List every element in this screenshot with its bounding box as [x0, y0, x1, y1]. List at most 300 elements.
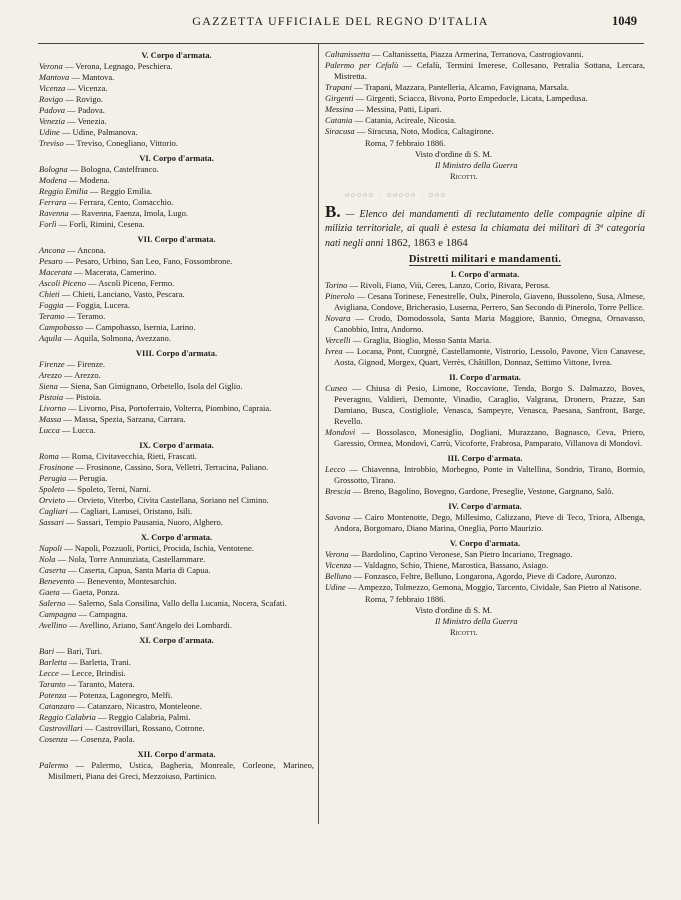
- dash-separator: —: [350, 486, 364, 496]
- district-name: Caserta: [39, 565, 66, 575]
- mandamenti-list: Bardolino, Caprino Veronese, San Pietro Incariano, Tregnago.: [361, 549, 573, 559]
- closing-block-1: [325, 138, 645, 182]
- district-entry: [39, 175, 314, 186]
- mandamenti-list: Verona, Legnago, Peschiera.: [75, 61, 173, 71]
- district-name: Macerata: [39, 267, 73, 277]
- corps-heading: VI. Corpo d'armata.: [139, 153, 214, 163]
- mandamenti-list: Trapani, Mazzara, Pantelleria, Alcamo, Favignana, Marsala.: [364, 82, 569, 92]
- district-entry: [39, 517, 314, 528]
- district-entry: [39, 451, 314, 462]
- district-entry: [325, 427, 645, 449]
- dash-separator: —: [66, 620, 80, 630]
- mandamenti-list: Ampezzo, Tolmezzo, Gemona, Moggio, Tarcento, Cividale, San Pietro al Natisone.: [358, 582, 642, 592]
- dash-separator: —: [58, 668, 72, 678]
- district-name: Vercelli: [325, 335, 351, 345]
- district-name: Ivrea: [325, 346, 343, 356]
- dash-separator: —: [66, 657, 80, 667]
- dash-separator: —: [67, 164, 81, 174]
- district-entry: [39, 587, 314, 598]
- district-name: Palermo: [39, 760, 69, 770]
- district-entry: [325, 313, 645, 335]
- dash-separator: —: [64, 116, 78, 126]
- dash-separator: —: [64, 311, 78, 321]
- district-entry: [39, 620, 314, 631]
- mandamenti-list: Udine, Palmanova.: [72, 127, 138, 137]
- mandamenti-list: Siena, San Gimignano, Orbetello, Isola del Giglio.: [70, 381, 243, 391]
- district-entry: [39, 311, 314, 322]
- mandamenti-list: Orvieto, Viterbo, Civita Castellana, Soriano nel Cimino.: [77, 495, 269, 505]
- district-name: Lecce: [39, 668, 59, 678]
- dash-separator: —: [61, 333, 74, 343]
- dash-separator: —: [62, 543, 75, 553]
- district-entry: [39, 208, 314, 219]
- district-name: Potenza: [39, 690, 67, 700]
- dash-separator: —: [62, 256, 76, 266]
- districts-title: [325, 254, 645, 265]
- district-entry: [39, 164, 314, 175]
- corps-heading: I. Corpo d'armata.: [450, 269, 520, 279]
- district-name: Spoleto: [39, 484, 65, 494]
- closing-date: Roma, 7 febbraio 1886.: [365, 138, 446, 148]
- district-entry: [39, 300, 314, 311]
- mandamenti-list: Massa, Spezia, Sarzana, Carrara.: [73, 414, 186, 424]
- district-name: Benevento: [39, 576, 75, 586]
- district-name: Pesaro: [39, 256, 63, 266]
- mandamenti-list: Breno, Bagolino, Bovegno, Gardone, Preseglie, Vestone, Gargnano, Salò.: [363, 486, 614, 496]
- dash-separator: —: [353, 104, 367, 114]
- district-name: Treviso: [39, 138, 64, 148]
- dash-separator: —: [63, 300, 77, 310]
- district-entry: [39, 760, 314, 782]
- mandamenti-list: Ascoli Piceno, Fermo.: [98, 278, 175, 288]
- dash-separator: —: [64, 359, 78, 369]
- dash-separator: —: [398, 60, 417, 70]
- district-entry: [39, 657, 314, 668]
- dash-separator: —: [63, 138, 77, 148]
- district-entry: [39, 186, 314, 197]
- mandamenti-list: Cosenza, Paola.: [80, 734, 135, 744]
- district-name: Modena: [39, 175, 67, 185]
- district-entry: [325, 560, 645, 571]
- district-name: Cosenza: [39, 734, 68, 744]
- district-name: Sassari: [39, 517, 65, 527]
- district-entry: [39, 105, 314, 116]
- districts-title-text: Distretti militari e mandamenti.: [408, 254, 562, 265]
- district-name: Novara: [325, 313, 351, 323]
- left-column: [39, 49, 314, 782]
- mandamenti-list: Lecce, Brindisi.: [71, 668, 126, 678]
- dash-separator: —: [59, 289, 73, 299]
- district-entry: [325, 582, 645, 593]
- mandamenti-list: Roma, Civitavecchia, Rieti, Frascati.: [71, 451, 197, 461]
- closing-signature-2: Ricotti.: [450, 627, 478, 637]
- district-name: Verona: [325, 549, 349, 559]
- mandamenti-list: Graglia, Bioglio, Mosso Santa Maria.: [363, 335, 492, 345]
- dash-separator: —: [66, 473, 80, 483]
- district-entry: [39, 462, 314, 473]
- mandamenti-list: Gaeta, Ponza.: [72, 587, 120, 597]
- mandamenti-list: Ancona.: [77, 245, 106, 255]
- district-entry: [39, 392, 314, 403]
- dash-separator: —: [62, 61, 76, 71]
- mandamenti-list: Palermo, Ustica, Bagheria, Monreale, Corleone, Marineo, Misilmeri, Piana dei Greci, Mezzoiuso, Partinico.: [48, 760, 314, 781]
- district-entry: [325, 291, 645, 313]
- district-name: Barletta: [39, 657, 67, 667]
- mandamenti-list: Bossolasco, Monesiglio, Dogliani, Murazzano, Bagnasco, Ceva, Priero, Garessio, Ormea, Mondovì, Carrù, Vicoforte, Frabrosa, Pamparato, Villanova di Mondovì.: [334, 427, 646, 448]
- dash-separator: —: [65, 679, 79, 689]
- dash-separator: —: [351, 571, 365, 581]
- district-name: Pinerolo: [325, 291, 355, 301]
- corps-heading: XI. Corpo d'armata.: [139, 635, 214, 645]
- dash-separator: —: [65, 83, 78, 93]
- district-name: Savona: [325, 512, 351, 522]
- district-entry: [39, 598, 314, 609]
- mandamenti-list: Padova.: [77, 105, 105, 115]
- dash-separator: —: [348, 549, 362, 559]
- district-entry: [39, 701, 314, 712]
- section-b-heading: [325, 202, 645, 251]
- district-name: Bologna: [39, 164, 68, 174]
- mandamenti-list: Siracusa, Noto, Modica, Caltagirone.: [367, 126, 494, 136]
- district-entry: [39, 679, 314, 690]
- dash-separator: —: [347, 280, 361, 290]
- mandamenti-list: Bologna, Castelfranco.: [80, 164, 159, 174]
- mandamenti-list: Treviso, Conegliano, Vittorio.: [76, 138, 179, 148]
- district-name: Udine: [325, 582, 346, 592]
- district-name: Girgenti: [325, 93, 354, 103]
- mandamenti-list: Messina, Patti, Lipari.: [366, 104, 442, 114]
- dash-separator: —: [64, 484, 78, 494]
- dash-separator: —: [67, 734, 81, 744]
- district-name: Roma: [39, 451, 59, 461]
- district-name: Massa: [39, 414, 62, 424]
- mandamenti-list: Cagliari, Lanusei, Oristano, Isili.: [80, 506, 193, 516]
- dash-separator: —: [95, 712, 109, 722]
- mandamenti-list: Spoleto, Terni, Narni.: [77, 484, 151, 494]
- district-entry: [39, 734, 314, 745]
- mandamenti-list: Castrovillari, Rossano, Cotrone.: [95, 723, 205, 733]
- district-entry: [39, 495, 314, 506]
- mandamenti-list: Ravenna, Faenza, Imola, Lugo.: [81, 208, 188, 218]
- district-name: Ancona: [39, 245, 65, 255]
- closing-signature: Ricotti.: [450, 171, 478, 181]
- dash-separator: —: [76, 609, 90, 619]
- district-entry: [39, 116, 314, 127]
- district-entry: [39, 322, 314, 333]
- district-name: Livorno: [39, 403, 66, 413]
- district-entry: [325, 115, 645, 126]
- mandamenti-list: Chiusa di Pesio, Limone, Roccavione, Tenda, Borgo S. Dalmazzo, Boves, Peveragno, Valdieri, Demonte, Vinadio, Caraglio, Valgrana, Dronero, Prazze, San Damiano, Busca, Costigliole, Venasca, Sampeyre, Venasca, Paesana, Sanfront, Barge, Revello.: [334, 383, 645, 426]
- closing-date-2: Roma, 7 febbraio 1886.: [365, 594, 446, 604]
- district-entry: [39, 414, 314, 425]
- district-name: Avellino: [39, 620, 67, 630]
- dash-separator: —: [350, 335, 364, 345]
- dash-separator: —: [57, 381, 71, 391]
- mandamenti-list: Ferrara, Cento, Comacchio.: [79, 197, 174, 207]
- dash-separator: —: [73, 462, 87, 472]
- alpine-districts-list: [325, 268, 645, 593]
- corps-heading: X. Corpo d'armata.: [140, 532, 213, 542]
- district-name: Arezzo: [39, 370, 62, 380]
- corps-heading: IV. Corpo d'armata.: [448, 501, 522, 511]
- mandamenti-list: Locana, Pont, Cuorgnè, Castellamonte, Vistrorio, Lessolo, Pavone, Vico Canavese, Aosta, Gignod, Morgex, Quart, Verrès, Châtillon, Donnaz, Settimo Vittone, Ivrea.: [334, 346, 646, 367]
- district-name: Lecco: [325, 464, 346, 474]
- district-name: Perugia: [39, 473, 67, 483]
- dash-separator: —: [74, 701, 88, 711]
- mandamenti-list: Teramo.: [77, 311, 106, 321]
- corps-heading: VII. Corpo d'armata.: [137, 234, 216, 244]
- mandamenti-list: Potenza, Lagonegro, Melfi.: [79, 690, 173, 700]
- dash-separator: —: [68, 760, 92, 770]
- district-entry: [39, 723, 314, 734]
- district-entry: [39, 690, 314, 701]
- mandamenti-list: Cefalù, Termini Imerese, Collesano, Petralia Sottana, Lercara, Mistretta.: [334, 60, 645, 81]
- dash-separator: —: [82, 322, 96, 332]
- header-rule: [38, 43, 644, 44]
- mandamenti-list: Venezia.: [77, 116, 107, 126]
- mandamenti-list: Catanzaro, Nicastro, Monteleone.: [87, 701, 202, 711]
- district-name: Teramo: [39, 311, 65, 321]
- dash-separator: —: [59, 425, 73, 435]
- mandamenti-list: Napoli, Pozzuoli, Portici, Procida, Ischia, Ventotene.: [74, 543, 254, 553]
- dash-separator: —: [68, 208, 82, 218]
- mandamenti-list: Campobasso, Isernia, Larino.: [95, 322, 196, 332]
- mandamenti-list: Firenze.: [77, 359, 106, 369]
- district-name: Ferrara: [39, 197, 67, 207]
- closing-minister-2: Il Ministro della Guerra: [435, 616, 518, 626]
- district-name: Rovigo: [39, 94, 64, 104]
- dash-separator: —: [64, 495, 78, 505]
- dash-separator: —: [55, 554, 69, 564]
- district-name: Ascoli Piceno: [39, 278, 86, 288]
- dash-separator: —: [67, 506, 81, 516]
- dash-separator: —: [85, 278, 99, 288]
- mandamenti-list: Forlì, Rimini, Cesena.: [69, 219, 145, 229]
- corps-heading: II. Corpo d'armata.: [449, 372, 521, 382]
- dash-separator: —: [65, 403, 79, 413]
- district-name: Reggio Emilia: [39, 186, 88, 196]
- dash-separator: —: [59, 127, 73, 137]
- mandamenti-list: Reggio Calabria, Palmi.: [108, 712, 191, 722]
- district-name: Cuneo: [325, 383, 348, 393]
- dash-separator: —: [350, 313, 369, 323]
- mandamenti-list: Lucca.: [72, 425, 96, 435]
- district-name: Firenze: [39, 359, 65, 369]
- district-name: Mondovì: [325, 427, 356, 437]
- dash-separator: —: [64, 105, 78, 115]
- district-name: Bari: [39, 646, 55, 656]
- district-name: Nola: [39, 554, 56, 564]
- mandamenti-list: Macerata, Camerino.: [84, 267, 157, 277]
- corps-heading: V. Corpo d'armata.: [141, 50, 212, 60]
- district-name: Siena: [39, 381, 58, 391]
- district-name: Orvieto: [39, 495, 65, 505]
- mandamenti-list: Nola, Torre Annunziata, Castellammare.: [68, 554, 206, 564]
- dash-separator: —: [369, 49, 383, 59]
- dash-separator: —: [56, 219, 70, 229]
- mandamenti-list: Perugia.: [79, 473, 108, 483]
- district-entry: [39, 668, 314, 679]
- district-name: Salerno: [39, 598, 66, 608]
- district-entry: [39, 506, 314, 517]
- district-entry: [325, 512, 645, 534]
- mandamenti-list: Foggia, Lucera.: [76, 300, 130, 310]
- district-entry: [39, 333, 314, 344]
- district-entry: [39, 61, 314, 72]
- dash-separator: —: [347, 383, 367, 393]
- sicily-list: [325, 49, 645, 137]
- district-name: Pistoia: [39, 392, 64, 402]
- dash-separator: —: [54, 646, 67, 656]
- district-entry: [39, 554, 314, 565]
- dash-separator: —: [342, 346, 357, 356]
- district-entry: [39, 138, 314, 149]
- district-name: Taranto: [39, 679, 66, 689]
- district-name: Caltanissetta: [325, 49, 370, 59]
- district-name: Chieti: [39, 289, 60, 299]
- dash-separator: —: [352, 115, 366, 125]
- page-header: [0, 14, 681, 36]
- dash-separator: —: [351, 560, 364, 570]
- mandamenti-list: Caserta, Capua, Santa Maria di Capua.: [78, 565, 211, 575]
- district-name: Campagna: [39, 609, 77, 619]
- district-name: Belluno: [325, 571, 352, 581]
- district-entry: [39, 543, 314, 554]
- district-entry: [325, 549, 645, 560]
- district-name: Udine: [39, 127, 60, 137]
- district-entry: [325, 335, 645, 346]
- district-name: Vicenza: [39, 83, 66, 93]
- district-entry: [39, 425, 314, 436]
- district-name: Siracusa: [325, 126, 355, 136]
- mandamenti-list: Reggio Emilia.: [100, 186, 153, 196]
- district-name: Vicenza: [325, 560, 352, 570]
- mandamenti-list: Catania, Acireale, Nicosia.: [365, 115, 457, 125]
- dash-separator: —: [82, 723, 96, 733]
- mandamenti-list: Benevento, Montesarchio.: [87, 576, 177, 586]
- district-entry: [39, 403, 314, 414]
- dash-separator: —: [61, 370, 75, 380]
- mandamenti-list: Chieti, Lanciano, Vasto, Pescara.: [72, 289, 185, 299]
- mandamenti-list: Barletta, Trani.: [79, 657, 131, 667]
- district-name: Trapani: [325, 82, 352, 92]
- closing-minister: Il Ministro della Guerra: [435, 160, 518, 170]
- closing-visto: Visto d'ordine di S. M.: [415, 149, 493, 159]
- district-name: Aquila: [39, 333, 62, 343]
- corps-heading: XII. Corpo d'armata.: [137, 749, 216, 759]
- mandamenti-list: Rivoli, Fiano, Viù, Ceres, Lanzo, Corio, Rivara, Perosa.: [360, 280, 550, 290]
- dash-separator: —: [345, 582, 359, 592]
- district-name: Forlì: [39, 219, 57, 229]
- section-b-years: 1862, 1863 e 1864: [385, 237, 468, 249]
- mandamenti-list: Campagna.: [89, 609, 128, 619]
- mandamenti-list: Chiavenna, Introbbio, Morbegno, Ponte in Valtellina, Sondrio, Tirano, Bormio, Grossotto, Tirano.: [334, 464, 645, 485]
- district-name: Lucca: [39, 425, 60, 435]
- dash-separator: —: [63, 392, 76, 402]
- dash-separator: —: [59, 587, 73, 597]
- right-column: [325, 49, 645, 638]
- mandamenti-list: Caltanissetta, Piazza Armerina, Terranova, Castrogiovanni.: [382, 49, 584, 59]
- district-entry: [325, 571, 645, 582]
- district-entry: [39, 609, 314, 620]
- section-b-letter: B.: [325, 202, 341, 221]
- dash-separator: —: [345, 464, 362, 474]
- dash-separator: —: [351, 82, 365, 92]
- district-name: Ravenna: [39, 208, 69, 218]
- mandamenti-list: Cesana Torinese, Fenestrelle, Oulx, Pinerolo, Giaveno, Bussoleno, Susa, Almese, Avigliana, Condove, Bricherasio, Luserna, Perrero, San Secondo di Pinerolo, Torre Pellice.: [334, 291, 645, 312]
- column-divider: [318, 44, 319, 824]
- corps-heading: VIII. Corpo d'armata.: [135, 348, 218, 358]
- district-name: Torino: [325, 280, 348, 290]
- district-name: Mantova: [39, 72, 70, 82]
- district-name: Brescia: [325, 486, 351, 496]
- district-name: Venezia: [39, 116, 65, 126]
- district-entry: [325, 49, 645, 60]
- district-entry: [39, 245, 314, 256]
- district-name: Gaeta: [39, 587, 60, 597]
- district-entry: [325, 464, 645, 486]
- mandamenti-list: Sassari, Tempio Pausania, Nuoro, Alghero.: [76, 517, 223, 527]
- dash-separator: —: [355, 427, 377, 437]
- district-entry: [39, 289, 314, 300]
- dash-separator: —: [65, 565, 79, 575]
- mandamenti-list: Pesaro, Urbino, San Leo, Fano, Fossombrone.: [75, 256, 233, 266]
- district-entry: [39, 72, 314, 83]
- faded-bleedthrough: ooooo · ooooo · ooo: [345, 190, 447, 199]
- district-entry: [325, 486, 645, 497]
- district-name: Reggio Calabria: [39, 712, 96, 722]
- district-entry: [39, 197, 314, 208]
- district-entry: [325, 104, 645, 115]
- dash-separator: —: [66, 197, 80, 207]
- dash-separator: —: [66, 690, 80, 700]
- district-name: Napoli: [39, 543, 63, 553]
- district-entry: [39, 94, 314, 105]
- mandamenti-list: Girgenti, Sciacca, Bivona, Porto Empedocle, Licata, Lampedusa.: [366, 93, 588, 103]
- mandamenti-list: Valdagno, Schio, Thiene, Marostica, Bassano, Asiago.: [363, 560, 549, 570]
- district-entry: [39, 256, 314, 267]
- district-entry: [39, 83, 314, 94]
- corps-heading: III. Corpo d'armata.: [447, 453, 523, 463]
- dash-separator: —: [72, 267, 85, 277]
- district-entry: [39, 712, 314, 723]
- dash-separator: —: [353, 93, 367, 103]
- district-entry: [325, 82, 645, 93]
- dash-separator: —: [350, 512, 365, 522]
- mandamenti-list: Modena.: [79, 175, 110, 185]
- newspaper-title: GAZZETTA UFFICIALE DEL REGNO D'ITALIA: [192, 14, 489, 28]
- district-entry: [39, 267, 314, 278]
- mandamenti-list: Salerno, Sala Consilina, Vallo della Lucania, Nocera, Scafati.: [78, 598, 287, 608]
- mandamenti-list: Arezzo.: [74, 370, 101, 380]
- dash-separator: —: [354, 126, 368, 136]
- corps-heading: V. Corpo d'armata.: [449, 538, 521, 548]
- district-name: Palermo per Cefalù: [325, 60, 399, 70]
- closing-block-2: [325, 594, 645, 638]
- district-name: Campobasso: [39, 322, 83, 332]
- mandamenti-list: Crodo, Domodossola, Santa Maria Maggiore, Bannio, Omegna, Ornavasso, Canobbio, Intra, Andorno.: [334, 313, 645, 334]
- district-entry: [39, 219, 314, 230]
- district-entry: [325, 346, 645, 368]
- mandamenti-list: Vicenza.: [77, 83, 108, 93]
- mandamenti-list: Rovigo.: [75, 94, 103, 104]
- district-entry: [39, 359, 314, 370]
- district-name: Foggia: [39, 300, 64, 310]
- district-entry: [39, 473, 314, 484]
- district-name: Catanzaro: [39, 701, 75, 711]
- section-b-text: — Elenco dei mandamenti di reclutamento delle compagnie alpine di milizia territoriale, ai quali è estesa la chiamata dei militari di 3ª categoria nati negli anni: [325, 209, 645, 249]
- corps-heading: IX. Corpo d'armata.: [139, 440, 214, 450]
